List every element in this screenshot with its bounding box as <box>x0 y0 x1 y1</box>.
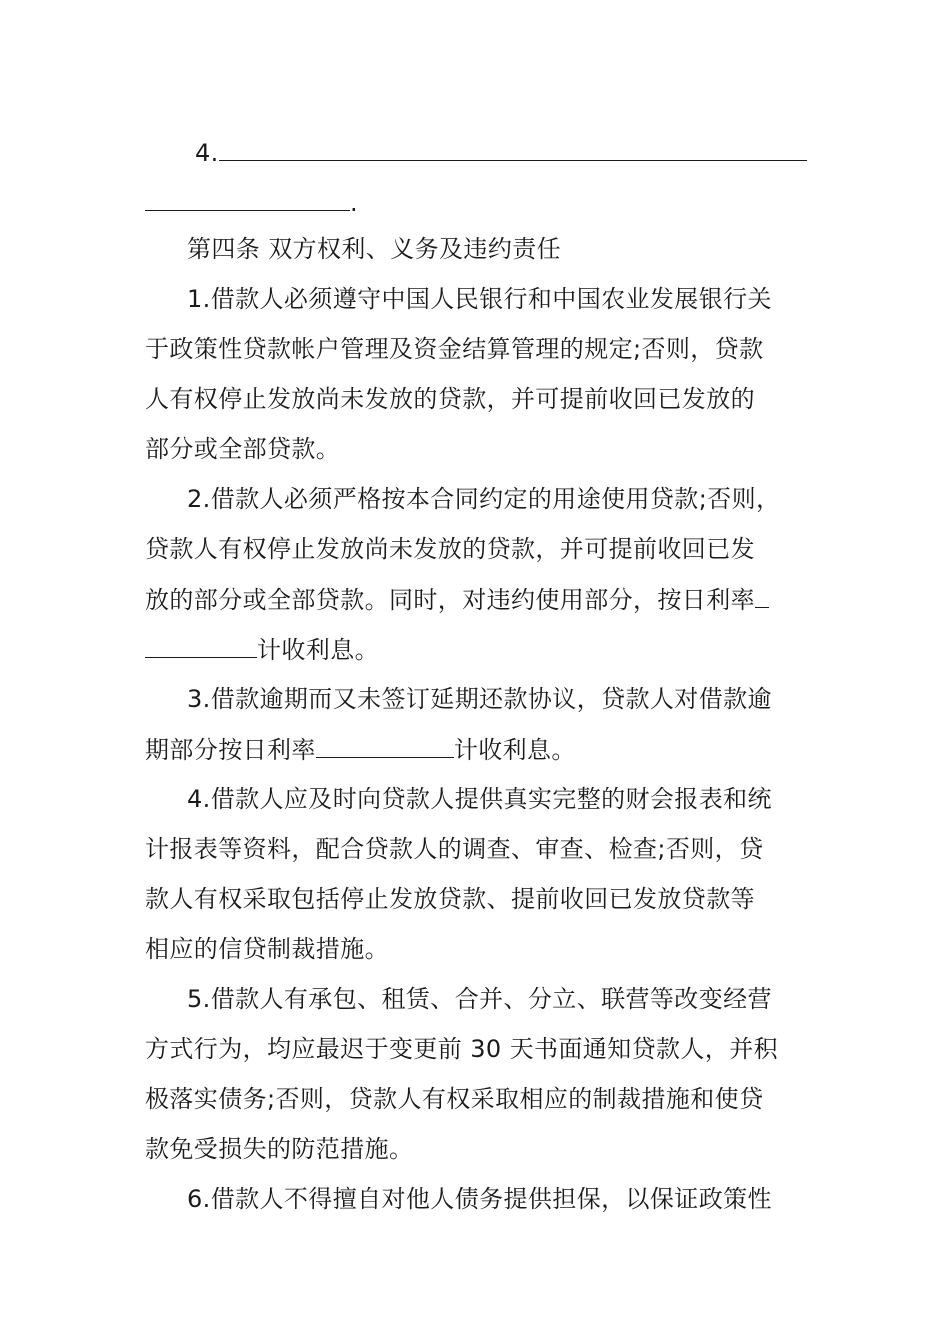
blank-fill-line <box>219 136 807 161</box>
item-4-end: . <box>350 189 359 217</box>
clause-3-line-2-text: 期部分按日利率 <box>145 736 316 764</box>
clause-4-line-1: 4.借款人应及时向贷款人提供真实完整的财会报表和统 <box>187 785 772 813</box>
clause-1-line-1: 1.借款人必须遵守中国人民银行和中国农业发展银行关 <box>187 285 772 313</box>
clause-5-line-1: 5.借款人有承包、租赁、合并、分立、联营等改变经营 <box>187 985 772 1013</box>
article-heading: 第四条 双方权利、义务及违约责任 <box>187 235 562 263</box>
item-4-number: 4. <box>195 139 219 167</box>
blank-fill-line <box>316 733 454 758</box>
clause-4-line-2: 计报表等资料，配合贷款人的调查、审查、检查;否则，贷 <box>145 835 764 863</box>
clause-2-line-4 <box>145 633 379 666</box>
clause-2-line-4-text: 计收利息。 <box>257 636 379 664</box>
clause-5-line-2: 方式行为，均应最迟于变更前 30 天书面通知贷款人，并积 <box>145 1035 778 1063</box>
blank-fill-line <box>145 186 350 211</box>
clause-6-line-1: 6.借款人不得擅自对他人债务提供担保，以保证政策性 <box>187 1185 772 1213</box>
item-4-line <box>195 136 807 169</box>
clause-2-line-3 <box>145 583 769 616</box>
clause-2-line-3-text: 放的部分或全部贷款。同时，对违约使用部分，按日利率 <box>145 586 755 614</box>
clause-4-line-4: 相应的信贷制裁措施。 <box>145 935 389 963</box>
item-4-continuation <box>145 186 358 219</box>
clause-1-line-4: 部分或全部贷款。 <box>145 435 341 463</box>
clause-4-line-3: 款人有权采取包括停止发放贷款、提前收回已发放贷款等 <box>145 885 755 913</box>
clause-5-line-3: 极落实债务;否则，贷款人有权采取相应的制裁措施和使贷 <box>145 1085 764 1113</box>
blank-fill-line <box>145 633 257 658</box>
clause-3-line-1: 3.借款逾期而又未签订延期还款协议，贷款人对借款逾 <box>187 685 772 713</box>
clause-2-line-2: 贷款人有权停止发放尚未发放的贷款，并可提前收回已发 <box>145 535 755 563</box>
clause-1-line-3: 人有权停止发放尚未发放的贷款，并可提前收回已发放的 <box>145 385 755 413</box>
clause-3-line-2-end: 计收利息。 <box>453 736 576 764</box>
clause-2-line-1: 2.借款人必须严格按本合同约定的用途使用贷款;否则， <box>187 485 781 513</box>
clause-1-line-2: 于政策性贷款帐户管理及资金结算管理的规定;否则，贷款 <box>145 335 764 363</box>
clause-5-line-4: 款免受损失的防范措施。 <box>145 1135 414 1163</box>
clause-3-line-2 <box>145 733 576 766</box>
blank-fill-line <box>755 583 769 608</box>
